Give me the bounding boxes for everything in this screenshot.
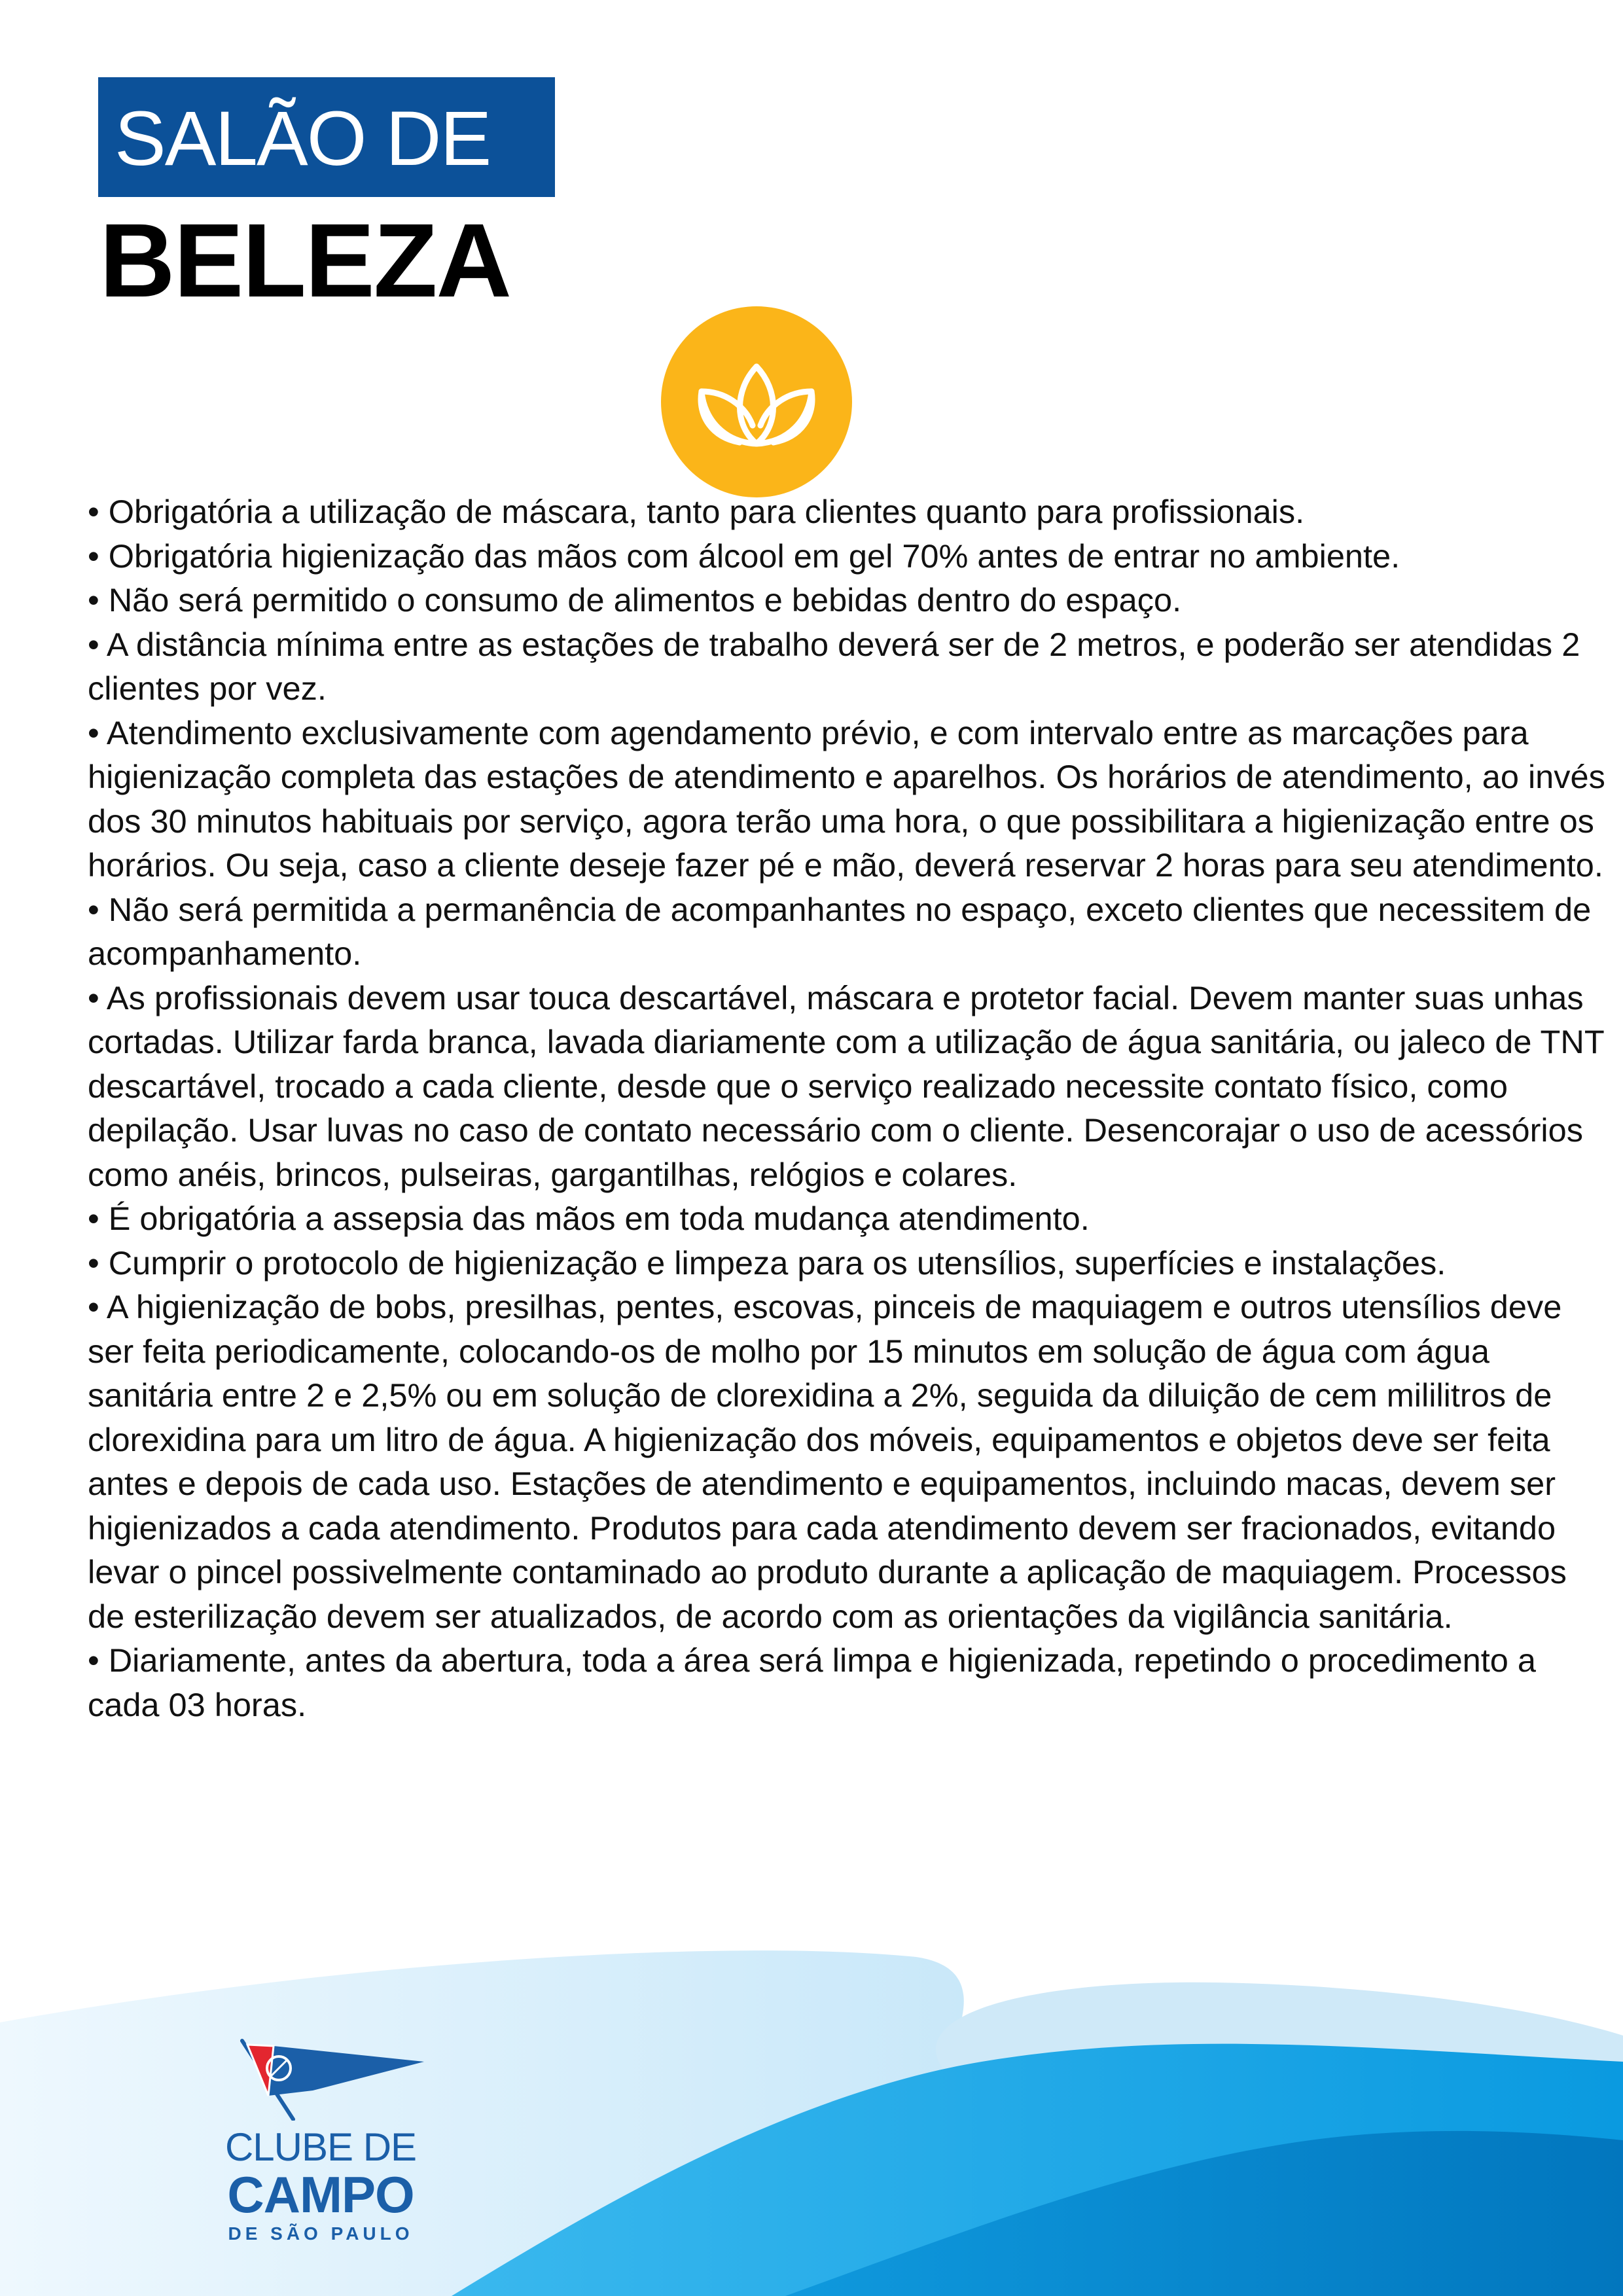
rules-list bbox=[88, 490, 1613, 1727]
rule-item: • Obrigatória higienização das mãos com álcool em gel 70% antes de entrar no ambiente. bbox=[88, 537, 1400, 575]
rule-item: • A higienização de bobs, presilhas, pentes, escovas, pinceis de maquiagem e outros utensílios deve ser feita periodicamente, colocando-os de molho por 15 minutos em solução de água com água sanitária entre 2 e 2,5% ou em solução de clorexidina a 2%, seguida da diluição de cem mililitros de clorexidina para um litro de água. A higienização dos móveis, equipamentos e objetos deve ser feita antes e depois de cada uso. Estações de atendimento e equipamentos, incluindo macas, devem ser higienizados a cada atendimento. Produtos para cada atendimento devem ser fracionados, evitando levar o pincel possivelmente contaminado ao produto durante a aplicação de maquiagem. Processos de esterilização devem ser atualizados, de acordo com as orientações da vigilância sanitária. bbox=[88, 1288, 1567, 1635]
lotus-icon-badge bbox=[661, 306, 852, 497]
logo-text-line1: CLUBE DE bbox=[224, 2125, 417, 2169]
rule-item: • Não será permitido o consumo de alimentos e bebidas dentro do espaço. bbox=[88, 581, 1182, 619]
rule-item: • Diariamente, antes da abertura, toda a área será limpa e higienizada, repetindo o procedimento a cada 03 horas. bbox=[88, 1641, 1536, 1723]
rule-item: • Obrigatória a utilização de máscara, tanto para clientes quanto para profissionais. bbox=[88, 493, 1305, 530]
rule-item: • É obrigatória a assepsia das mãos em toda mudança atendimento. bbox=[88, 1200, 1090, 1237]
rule-item: • As profissionais devem usar touca descartável, máscara e protetor facial. Devem manter suas unhas cortadas. Utilizar farda branca, lavada diariamente com a utilização de água sanitária, ou jaleco de TNT descartável, trocado a cada cliente, desde que o serviço realizado necessite contato físico, como depilação. Usar luvas no caso de contato necessário com o cliente. Desencorajar o uso de acessórios como anéis, brincos, pulseiras, gargantilhas, relógios e colares. bbox=[88, 978, 1604, 1193]
rule-item: • Não será permitida a permanência de acompanhantes no espaço, exceto clientes que necessitem de acompanhamento. bbox=[88, 890, 1592, 972]
rule-item: • Cumprir o protocolo de higienização e limpeza para os utensílios, superfícies e instalações. bbox=[88, 1244, 1446, 1282]
page-title-line1: SALÃO DE bbox=[115, 96, 491, 182]
rule-item: • Atendimento exclusivamente com agendamento prévio, e com intervalo entre as marcações para higienização completa das estações de atendimento e aparelhos. Os horários de atendimento, ao invés dos 30 minutos habituais por serviço, agora terão uma hora, o que possibilitara a higienização entre os horários. Ou seja, caso a cliente deseje fazer pé e mão, deverá reservar 2 horas para seu atendimento. bbox=[88, 713, 1605, 884]
logo-text-line2: CAMPO bbox=[227, 2166, 414, 2223]
flag-icon bbox=[228, 2036, 424, 2121]
page-title-line2: BELEZA bbox=[99, 202, 510, 319]
rule-item: • A distância mínima entre as estações de trabalho deverá ser de 2 metros, e poderão ser atendidas 2 clientes por vez. bbox=[88, 625, 1580, 707]
club-logo bbox=[209, 2036, 432, 2251]
lotus-icon bbox=[661, 306, 852, 497]
logo-text-line3: DE SÃO PAULO bbox=[228, 2223, 414, 2244]
